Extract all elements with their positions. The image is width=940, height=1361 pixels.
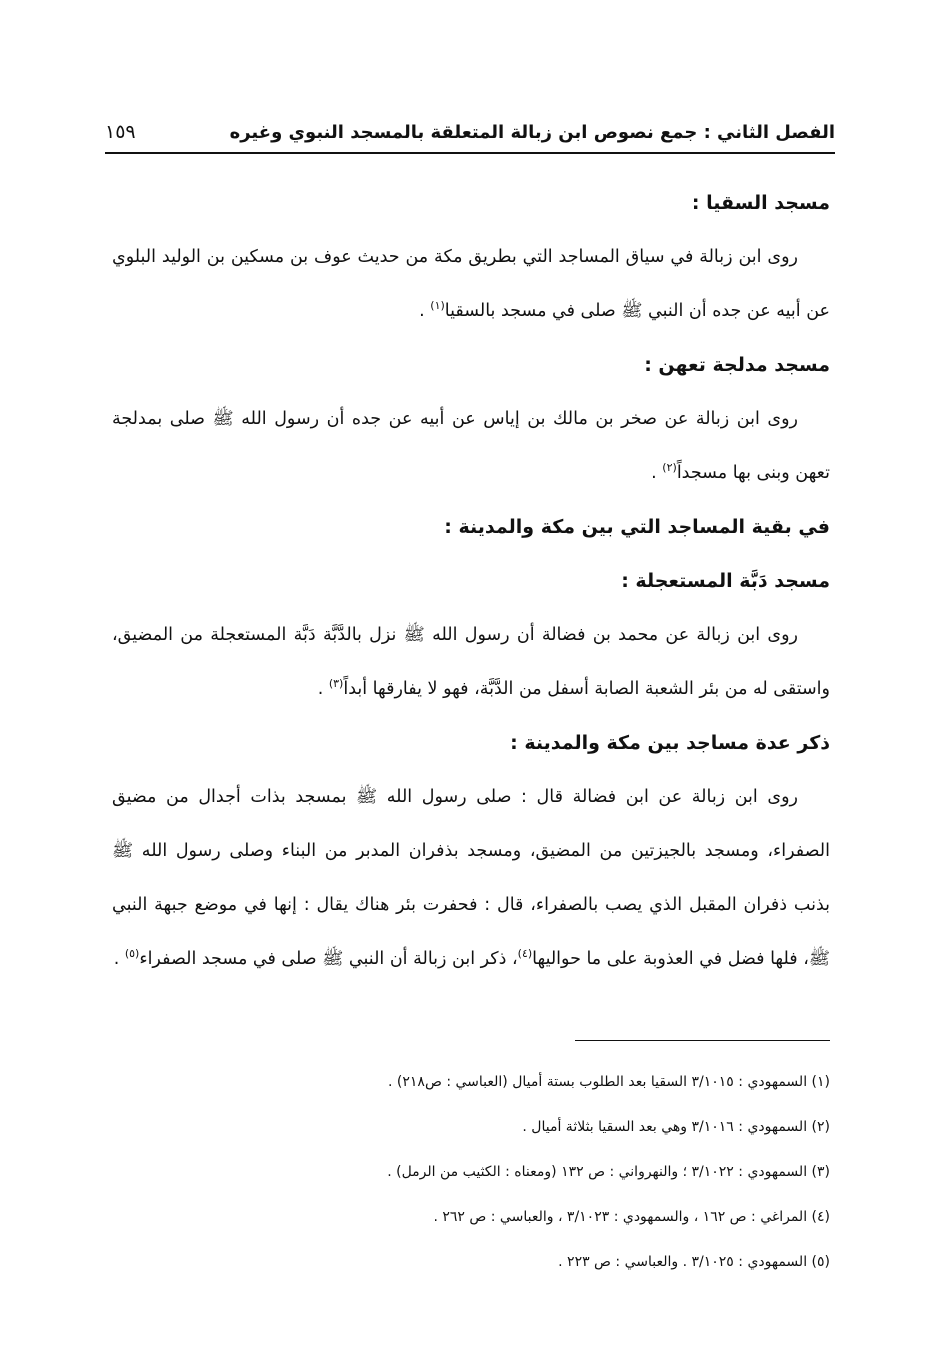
footnote-1: (١) السمهودي : ٣/١٠١٥ السقيا بعد الطلوب بستة أميال (العباسي : ص٢١٨) . [388,1074,830,1090]
paragraph-text: روى ابن زبالة في سياق المساجد التي بطريق مكة من حديث عوف بن مسكين بن الوليد البلوي عن أبيه عن جده أن النبي ﷺ صلى في مسجد بالسقيا [112,247,830,321]
page-number: ١٥٩ [105,121,136,143]
footnote-ref-4[interactable]: (٤) [517,947,533,961]
footnote-ref-1[interactable]: (١) [430,299,445,313]
footnote-2: (٢) السمهودي : ٣/١٠١٦ وهي بعد السقيا بثلاثة أميال . [522,1119,830,1135]
footnote-ref-3[interactable]: (٣) [328,677,344,691]
paragraph-mudlija [112,392,830,500]
paragraph-text: روى ابن زبالة عن صخر بن مالك بن إياس عن أبيه عن جده أن رسول الله ﷺ صلى بمدلجة تعهن وبنى بها مسجداً [112,409,830,483]
footnote-3: (٣) السمهودي : ٣/١٠٢٢ ؛ والنهرواني : ص ١٣٢ (ومعناه : الكثيب من الرمل) . [387,1164,830,1180]
paragraph-several-mosques [112,770,830,986]
footnote-divider [575,1040,830,1041]
paragraph-saqya [112,230,830,338]
paragraph-continuation: ، ذكر ابن زبالة أن النبي ﷺ صلى في مسجد الصفراء [139,949,518,969]
paragraph-text: روى ابن زبالة عن محمد بن فضالة أن رسول الله ﷺ نزل بالدَّبَّة دَبَّة المستعجلة من المضيق، واستقى له من بئر الشعبة الصابة أسفل من الدَّبَّة، فهو لا يفارقها أبداً [112,625,830,699]
paragraph-dabba [112,608,830,716]
footnote-4: (٤) المراغي : ص ١٦٢ ، والسمهودي : ٣/١٠٢٣ ، والعباسي : ص ٢٦٢ . [433,1209,830,1225]
section-heading-several-mosques: ذكر عدة مساجد بين مكة والمدينة : [510,732,830,754]
section-heading-remaining-mosques: في بقية المساجد التي بين مكة والمدينة : [444,516,830,538]
running-header [105,112,835,154]
paragraph-end: . [113,949,125,969]
paragraph-end: . [419,301,431,321]
section-heading-saqya: مسجد السقيا : [691,192,830,214]
section-heading-dabba: مسجد دَبَّة المستعجلة : [621,570,830,592]
footnote-ref-5[interactable]: (٥) [124,947,140,961]
main-text [112,176,830,986]
footnotes [150,1060,830,1285]
paragraph-end: . [651,463,663,483]
footnote-5: (٥) السمهودي : ٣/١٠٢٥ . والعباسي : ص ٢٢٣ . [558,1254,830,1270]
paragraph-end: . [317,679,329,699]
footnote-ref-2[interactable]: (٢) [662,461,677,475]
chapter-title: الفصل الثاني : جمع نصوص ابن زبالة المتعلقة بالمسجد النبوي وغيره [229,121,835,143]
section-heading-mudlija: مسجد مدلجة تعهن : [644,354,830,376]
paragraph-text: روى ابن زبالة عن ابن فضالة قال : صلى رسول الله ﷺ بمسجد بذات أجدال من مضيق الصفراء، ومسجد بالجيزتين من المضيق، ومسجد بذفران المدبر من البناء وصلى رسول الله ﷺ بذنب ذفران المقبل الذي يصب بالصفراء، قال : فحفرت بئر هناك يقال : إنها في موضع جبهة النبي ﷺ، فلها فضل في العذوبة على ما حواليها [112,787,830,969]
